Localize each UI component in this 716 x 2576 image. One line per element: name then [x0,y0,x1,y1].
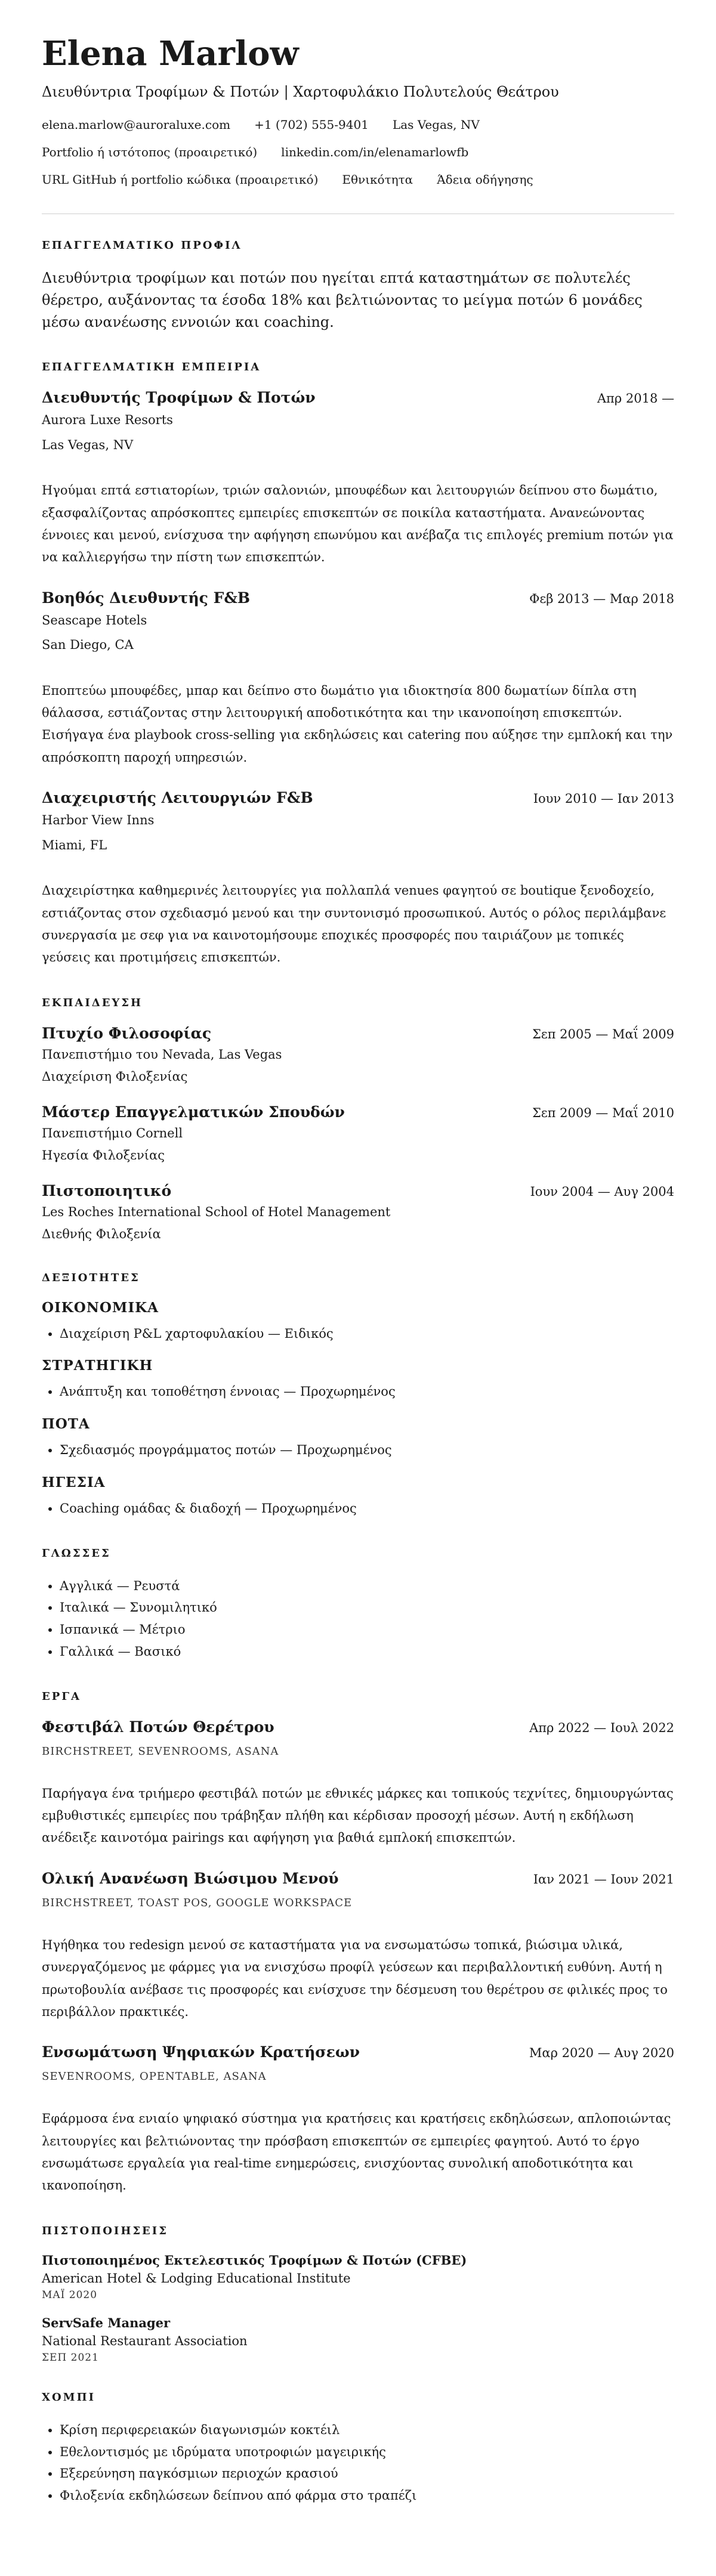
section-title-languages: ΓΛΩΣΣΕΣ [42,1547,111,1560]
experience-entry [42,589,674,769]
language-item: • Γαλλικά — Βασικό [60,1641,674,1663]
experience-section [42,361,674,969]
contact-driving-license: Άδεια οδήγησης [437,172,533,187]
education-section [42,997,674,1244]
degree-title: Μάστερ Επαγγελματικών Σπουδών [42,1103,345,1121]
skill-category: ΣΤΡΑΤΗΓΙΚΗ [42,1357,153,1374]
language-list [42,1575,674,1663]
skill-item: • Διαχείριση P&L χαρτοφυλακίου — Ειδικός [60,1323,674,1345]
profile-summary: Διευθύντρια τροφίμων και ποτών που ηγείται επτά καταστημάτων σε πολυτελές θέρετρο, αυξάνοντας τα έσοδα 18% και βελτιώνοντας το μείγμα ποτών 6 μονάδες μέσω ανανέωσης εννοιών και coaching. [42,269,643,330]
headline: Διευθύντρια Τροφίμων & Ποτών | Χαρτοφυλάκιο Πολυτελούς Θεάτρου [42,83,559,100]
project-entry [42,1718,674,1850]
skill-list [42,1381,674,1403]
project-description: Ηγήθηκα του redesign μενού σε καταστήματα για να ενσωματώσω τοπικά, βιώσιμα υλικά, συνεργαζόμενος με φάρμες για να ενισχύσω προφίλ γεύσεων και περιβαλλοντική ευθύνη. Αυτή η πρωτοβουλία ανέβασε τις προσφορές και ενίσχυσε την δέσμευση του θερέτρου σε φιλικές προς το περιβάλλον πρακτικές. [42,1937,668,2019]
contact-nationality: Εθνικότητα [342,172,413,187]
job-location: Las Vegas, NV [42,437,134,452]
hobby-item: • Φιλοξενία εκδηλώσεων δείπνου από φάρμα στο τραπέζι [60,2485,674,2507]
certification-date: ΜΑΪ 2020 [42,2289,98,2301]
language-item: • Αγγλικά — Ρευστά [60,1575,674,1597]
job-title: Διευθυντής Τροφίμων & Ποτών [42,389,316,407]
project-tech: SEVENROOMS, OPENTABLE, ASANA [42,2070,267,2083]
degree-date: Σεπ 2005 — Μαΐ 2009 [532,1026,674,1041]
section-title-experience: ΕΠΑΓΓΕΛΜΑΤΙΚΗ ΕΜΠΕΙΡΙΑ [42,361,261,374]
skill-item: • Ανάπτυξη και τοποθέτηση έννοιας — Προχωρημένος [60,1381,674,1403]
job-location: San Diego, CA [42,638,134,652]
job-description: Εποπτεύω μπουφέδες, μπαρ και δείπνο στο δωμάτιο για ιδιοκτησία 800 δωματίων δίπλα στη θάλασσα, εστιάζοντας στην λειτουργική αποδοτικότητα και την ικανοποίηση επισκεπτών. Εισήγαγα ένα playbook cross-selling για εκδηλώσεις και catering που αύξησε την εμπλοκή και την απρόσκοπτη παροχή υπηρεσιών. [42,683,673,765]
project-date: Μαρ 2020 — Αυγ 2020 [529,2046,674,2061]
school-name: Πανεπιστήμιο του Nevada, Las Vegas [42,1047,282,1062]
section-title-education: ΕΚΠΑΙΔΕΥΣΗ [42,996,143,1009]
school-name: Les Roches International School of Hotel Management [42,1204,391,1219]
section-title-certifications: ΠΙΣΤΟΠΟΙΗΣΕΙΣ [42,2224,168,2237]
hobby-list [42,2419,674,2507]
project-entry [42,1870,674,2024]
degree-field: Διαχείριση Φιλοξενίας [42,1069,188,1084]
certification-entry [42,2253,674,2301]
hobby-item: • Εθελοντισμός με ιδρύματα υποτροφιών μαγειρικής [60,2441,674,2463]
project-title: Ενσωμάτωση Ψηφιακών Κρατήσεων [42,2043,360,2061]
school-name: Πανεπιστήμιο Cornell [42,1125,183,1140]
project-date: Απρ 2022 — Ιουλ 2022 [529,1720,674,1735]
contact-row-1 [42,116,674,134]
degree-date: Σεπ 2009 — Μαΐ 2010 [532,1105,674,1120]
job-description: Ηγούμαι επτά εστιατορίων, τριών σαλονιών, μπουφέδων και λειτουργιών δείπνου στο δωμάτιο, εξασφαλίζοντας απρόσκοπτες εμπειρίες επισκεπτών σε ποικίλα καταστήματα. Ανανεώνοντας έννοιες και μενού, ενίσχυσα την αφήγηση επωνύμου και ανέβαζα τις επιλογές premium ποτών για να καλλιεργήσω την πίστη των επισκεπτών. [42,483,674,565]
degree-title: Πιστοποιητικό [42,1182,172,1199]
hobby-item: • Εξερεύνηση παγκόσμιων περιοχών κρασιού [60,2463,674,2485]
job-date: Απρ 2018 — [597,391,674,406]
section-title-hobbies: ΧΟΜΠΙ [42,2391,95,2404]
projects-section [42,1690,674,2197]
job-date: Ιουν 2010 — Ιαν 2013 [533,791,674,806]
contact-row-3 [42,171,674,188]
language-item: • Ισπανικά — Μέτριο [60,1619,674,1641]
job-title: Διαχειριστής Λειτουργιών F&B [42,789,313,807]
hobbies-section [42,2391,674,2507]
education-entry [42,1182,674,1244]
job-company: Harbor View Inns [42,813,155,828]
project-tech: BIRCHSTREET, TOAST POS, GOOGLE WORKSPACE [42,1896,353,1909]
project-description: Εφάρμοσα ένα ενιαίο ψηφιακό σύστημα για κρατήσεις και κρατήσεις εκδηλώσεων, απλοποιώντας λειτουργίες και βελτιώνοντας την πρόσβαση επισκεπτών σε εμπειρίες φαγητού. Αυτό το έργο ενσωμάτωσε εργαλεία για real-time ενημερώσεις, ενισχύοντας συνολική αποδοτικότητα και ικανοποίηση. [42,2111,671,2193]
education-entry [42,1025,674,1087]
certification-org: American Hotel & Lodging Educational Institute [42,2271,351,2286]
project-entry [42,2043,674,2197]
certification-date: ΣΕΠ 2021 [42,2351,99,2364]
project-description: Παρήγαγα ένα τριήμερο φεστιβάλ ποτών με εθνικές μάρκες και τοπικούς τεχνίτες, δημιουργώντας εμβυθιστικές εμπειρίες που τράβηξαν πλήθη και κέρδισαν προσοχή μέσων. Αυτή η εκδήλωση ανέδειξε καινοτόμα pairings και αφήγηση για βαθιά εμπλοκή επισκεπτών. [42,1786,674,1845]
job-company: Seascape Hotels [42,613,147,627]
contact-github[interactable]: URL GitHub ή portfolio κώδικα (προαιρετικό) [42,172,319,187]
contact-location: Las Vegas, NV [392,117,480,132]
profile-section [42,239,674,334]
job-description: Διαχειρίστηκα καθημερινές λειτουργίες για πολλαπλά venues φαγητού σε boutique ξενοδοχείο, εστιάζοντας στον σχεδιασμό μενού και την συντονισμό προσωπικού. Αυτός ο ρόλος περιλάμβανε συνεργασία με σεφ για να καινοτομήσουμε εποχικές προσφορές που ταιριάζουν με τοπικές γεύσεις και προτιμήσεις επισκεπτών. [42,883,666,965]
contact-row-2 [42,143,674,161]
experience-entry [42,789,674,969]
degree-field: Ηγεσία Φιλοξενίας [42,1148,165,1163]
hobby-item: • Κρίση περιφερειακών διαγωνισμών κοκτέιλ [60,2419,674,2441]
skill-item: • Coaching ομάδας & διαδοχή — Προχωρημένος [60,1498,674,1520]
certification-title: Πιστοποιημένος Εκτελεστικός Τροφίμων & Ποτών (CFBE) [42,2252,467,2268]
project-title: Ολική Ανανέωση Βιώσιμου Μενού [42,1869,339,1887]
project-tech: BIRCHSTREET, SEVENROOMS, ASANA [42,1745,279,1758]
certification-org: National Restaurant Association [42,2333,248,2348]
contact-portfolio[interactable]: Portfolio ή ιστότοπος (προαιρετικό) [42,144,258,159]
degree-date: Ιουν 2004 — Αυγ 2004 [530,1184,674,1199]
section-title-skills: ΔΕΞΙΟΤΗΤΕΣ [42,1271,140,1284]
certifications-section [42,2225,674,2364]
skill-category: ΠΟΤΑ [42,1416,90,1433]
certification-entry [42,2315,674,2364]
candidate-name: Elena Marlow [42,34,299,73]
languages-section [42,1547,674,1663]
certification-title: ServSafe Manager [42,2315,171,2330]
job-date: Φεβ 2013 — Μαρ 2018 [529,591,674,606]
skill-list [42,1498,674,1520]
section-title-projects: ΕΡΓΑ [42,1690,81,1703]
skill-list [42,1439,674,1461]
skills-section [42,1272,674,1520]
degree-field: Διεθνής Φιλοξενία [42,1227,161,1242]
resume-header [42,36,674,188]
job-location: Miami, FL [42,837,107,852]
skill-category: ΟΙΚΟΝΟΜΙΚΑ [42,1299,159,1316]
contact-phone[interactable]: +1 (702) 555-9401 [254,117,369,132]
section-title-profile: ΕΠΑΓΓΕΛΜΑΤΙΚΟ ΠΡΟΦΙΛ [42,239,242,252]
contact-linkedin[interactable]: linkedin.com/in/elenamarlowfb [281,144,469,159]
degree-title: Πτυχίο Φιλοσοφίας [42,1024,212,1042]
education-entry [42,1103,674,1165]
job-title: Βοηθός Διευθυντής F&B [42,589,251,607]
skill-category: ΗΓΕΣΙΑ [42,1474,106,1490]
project-date: Ιαν 2021 — Ιουν 2021 [533,1872,674,1887]
contact-email[interactable]: elena.marlow@auroraluxe.com [42,117,231,132]
language-item: • Ιταλικά — Συνομιλητικό [60,1597,674,1619]
job-company: Aurora Luxe Resorts [42,413,173,428]
experience-entry [42,389,674,569]
project-title: Φεστιβάλ Ποτών Θερέτρου [42,1718,274,1736]
skill-list [42,1323,674,1345]
skill-item: • Σχεδιασμός προγράμματος ποτών — Προχωρημένος [60,1439,674,1461]
